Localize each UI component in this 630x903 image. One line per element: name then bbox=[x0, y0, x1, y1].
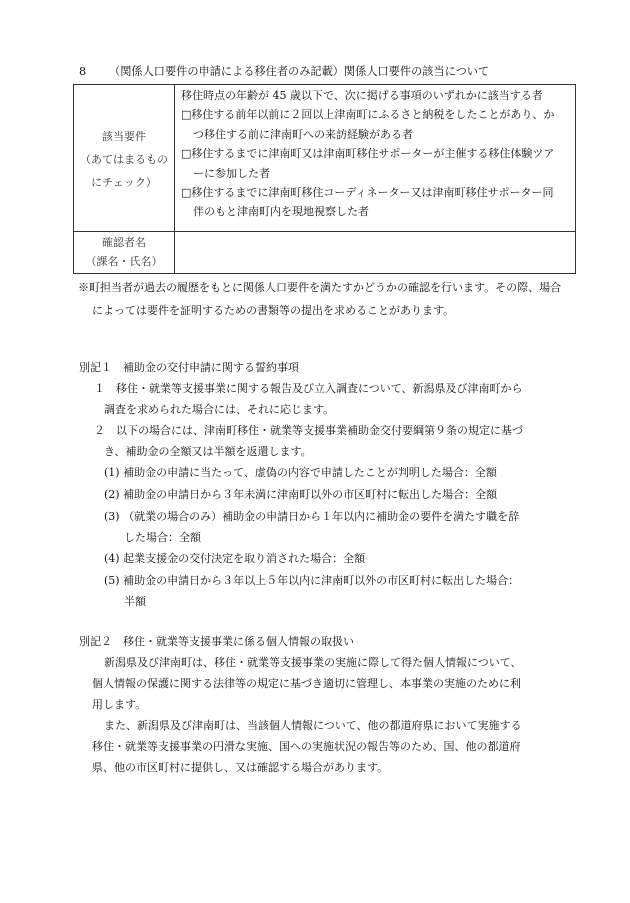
appendix-1-sub-5: (5) 補助金の申請日から３年以上５年以内に津南町以外の市区町村に転出した場合： bbox=[104, 574, 520, 587]
confirmer-label-line: 確認者名 bbox=[102, 236, 146, 249]
applicable-label-line: 該当要件 bbox=[102, 130, 146, 143]
section-title: （関係人口要件の申請による移住者のみ記載）関係人口要件の該当について bbox=[109, 65, 490, 78]
appendix-1-sub-2: (2) 補助金の申請日から３年未満に津南町以外の市区町村に転出した場合：全額 bbox=[104, 488, 498, 501]
confirmer-name-field[interactable] bbox=[175, 232, 576, 274]
appendix-2-para-1: 用します。 bbox=[92, 698, 147, 711]
appendix-1-item-2-cont: き、補助金の全額又は半額を返還します。 bbox=[104, 445, 312, 458]
appendix-1-item-2: ２ 以下の場合には、津南町移住・就業等支援事業補助金交付要綱第９条の規定に基づ bbox=[94, 424, 523, 437]
section-number: 8 bbox=[79, 65, 87, 78]
confirmer-label-line: （課名・氏名） bbox=[85, 255, 163, 268]
appendix-1-sub-4: (4) 起業支援金の交付決定を取り消された場合：全額 bbox=[104, 552, 366, 565]
condition-continued: ーに参加した者 bbox=[193, 166, 270, 180]
note-line: によっては要件を証明するための書類等の提出を求めることがあります。 bbox=[92, 304, 455, 317]
applicable-label-line: （あてはまるもの bbox=[80, 153, 168, 166]
applicable-label-cell bbox=[74, 85, 175, 232]
appendix-2-para-2: 移住・就業等支援事業の円滑な実施、国への実施状況の報告等のため、国、他の都道府 bbox=[92, 740, 521, 753]
applicable-label-line: にチェック） bbox=[91, 176, 157, 189]
appendix-1-sub-3-cont: した場合：全額 bbox=[124, 531, 201, 544]
appendix-1-sub-1: (1) 補助金の申請に当たって、虚偽の内容で申請したことが判明した場合：全額 bbox=[104, 466, 497, 479]
appendix-2-para-1: 新潟県及び津南町は、移住・就業等支援事業の実施に際して得た個人情報について、 bbox=[104, 656, 522, 669]
condition-checkbox-item[interactable]: □移住する前年以前に２回以上津南町にふるさと納税をしたことがあり、か bbox=[181, 108, 555, 122]
appendix-1-sub-5-cont: 半額 bbox=[124, 595, 146, 608]
section-8-heading bbox=[79, 64, 489, 80]
condition-checkbox-item[interactable]: □移住するまでに津南町移住コーディネーター又は津南町移住サポーター同 bbox=[181, 186, 554, 200]
conditions-cell bbox=[175, 85, 576, 232]
condition-intro: 移住時点の年齢が 45 歳以下で、次に掲げる事項のいずれかに該当する者 bbox=[181, 89, 543, 102]
confirmer-label-cell bbox=[74, 232, 175, 274]
condition-checkbox-item[interactable]: □移住するまでに津南町又は津南町移住サポーターが主催する移住体験ツア bbox=[181, 147, 555, 161]
appendix-1-item-1: １ 移住・就業等支援事業に関する報告及び立入調査について、新潟県及び津南町から bbox=[94, 382, 523, 395]
appendix-2-para-1: 個人情報の保護に関する法律等の規定に基づき適切に管理し、本事業の実施のために利 bbox=[92, 677, 521, 690]
appendix-1-item-1-cont: 調査を求められた場合には、それに応じます。 bbox=[104, 403, 335, 416]
condition-continued: つ移住する前に津南町への来訪経験がある者 bbox=[193, 127, 413, 141]
appendix-1-heading: 別記１ 補助金の交付申請に関する誓約事項 bbox=[79, 361, 299, 374]
note-line: ※町担当者が過去の履歴をもとに関係人口要件を満たすかどうかの確認を行います。その際、場合 bbox=[78, 281, 562, 294]
appendix-2-heading: 別記２ 移住・就業等支援事業に係る個人情報の取扱い bbox=[79, 635, 354, 648]
condition-continued: 伴のもと津南町内を現地視察した者 bbox=[193, 205, 369, 219]
appendix-2-para-2: また、新潟県及び津南町は、当該個人情報について、他の都道府県において実施する bbox=[104, 719, 522, 732]
appendix-1-sub-3: (3) （就業の場合のみ）補助金の申請日から１年以内に補助金の要件を満たす職を辞 bbox=[104, 510, 520, 523]
appendix-2-para-2: 県、他の市区町村に提供し、又は確認する場合があります。 bbox=[92, 761, 389, 774]
requirement-table bbox=[73, 84, 576, 274]
